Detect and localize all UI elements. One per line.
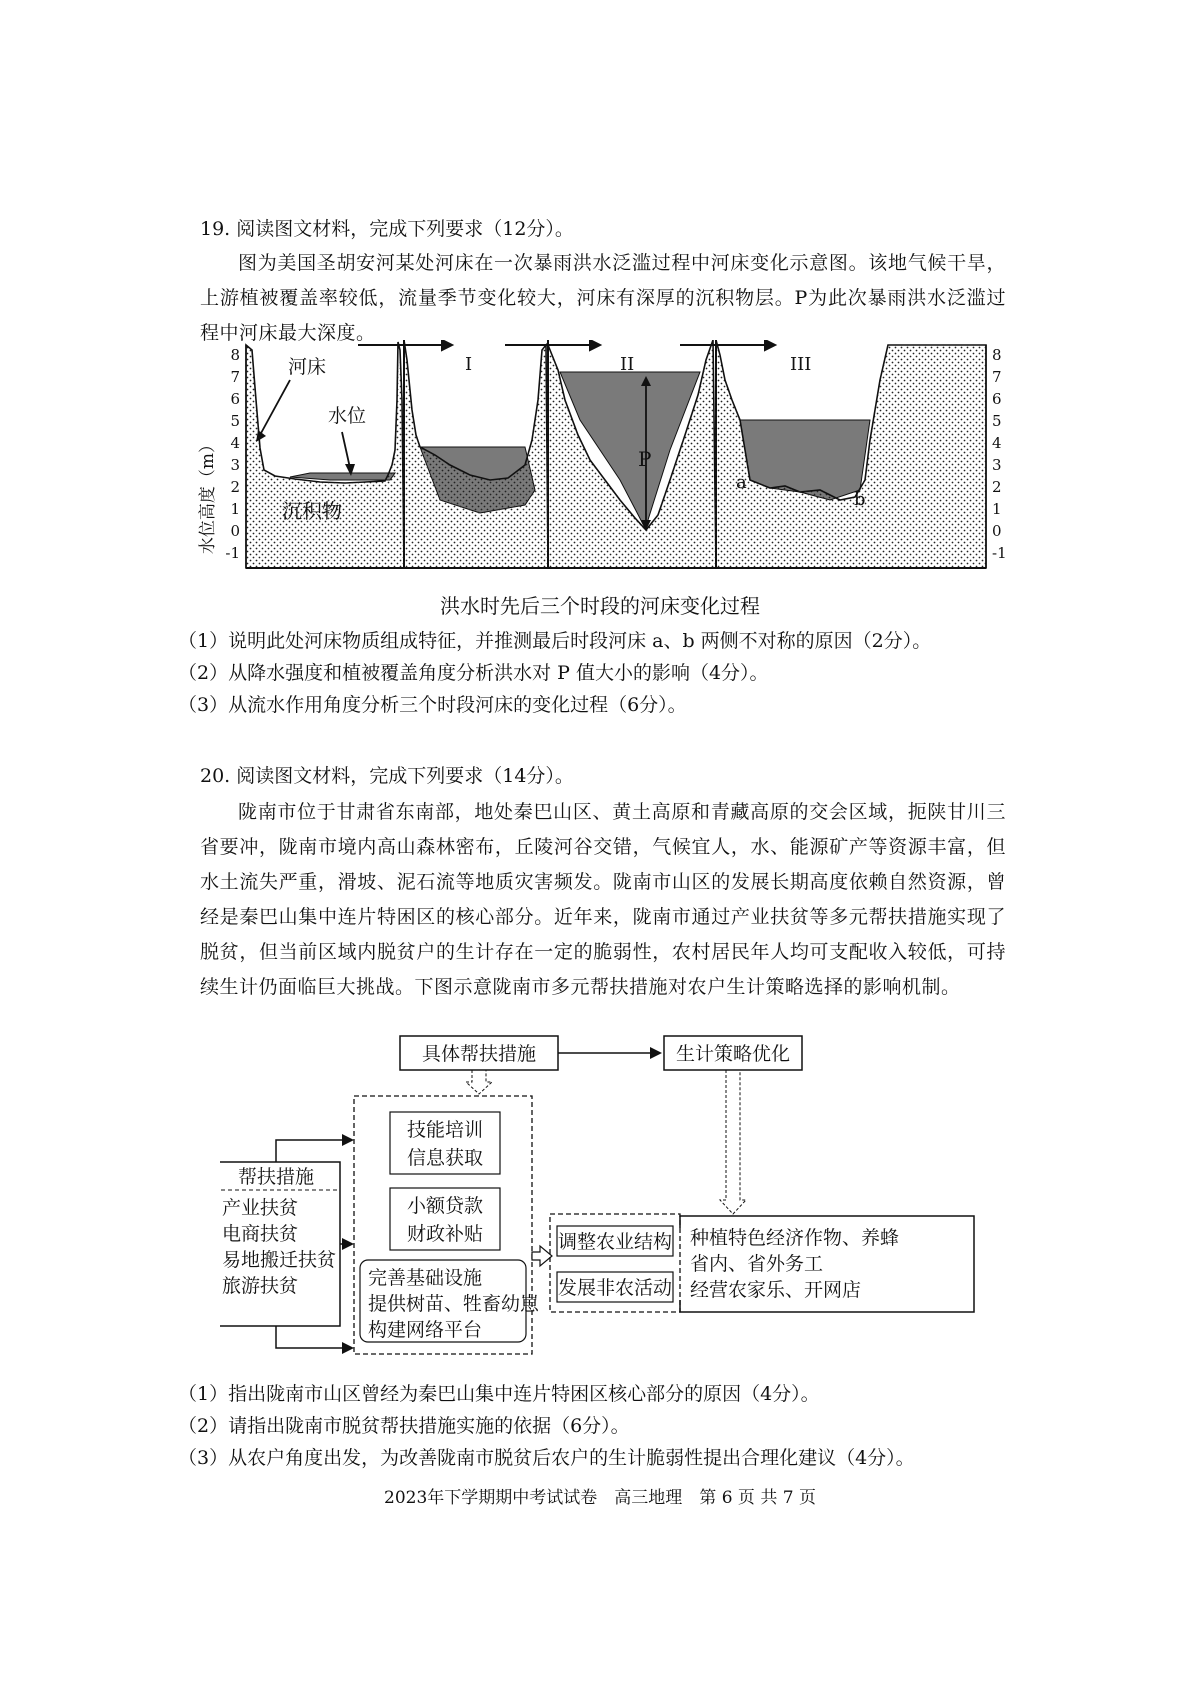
- measures-diagram: [220, 1030, 980, 1360]
- right-tick: -1: [992, 544, 1007, 562]
- label-waterlevel: 水位: [328, 405, 367, 427]
- left-tick: 5: [230, 412, 240, 430]
- q20-question-1: （1）指出陇南市山区曾经为秦巴山集中连片特困区核心部分的原因（4分）。: [178, 1383, 820, 1405]
- support-title: 帮扶措施: [237, 1166, 315, 1188]
- left-tick: 0: [230, 522, 240, 540]
- right-tick: 8: [992, 346, 1002, 364]
- outcome-item: 经营农家乐、开网店: [690, 1279, 862, 1301]
- group2-item: 小额贷款: [406, 1195, 484, 1217]
- box-nonag: 发展非农活动: [557, 1277, 673, 1299]
- q20-title: 20. 阅读图文材料，完成下列要求（14分）。: [200, 765, 574, 787]
- support-item: 电商扶贫: [222, 1223, 299, 1245]
- q19-title: 19. 阅读图文材料，完成下列要求（12分）。: [200, 218, 574, 240]
- left-tick: 2: [230, 478, 240, 496]
- left-tick: 7: [230, 368, 240, 386]
- left-tick: 4: [230, 434, 240, 452]
- q19-questions: [178, 625, 1018, 721]
- right-tick: 2: [992, 478, 1002, 496]
- right-tick: 4: [992, 434, 1002, 452]
- label-b: b: [854, 489, 866, 510]
- right-tick: 6: [992, 390, 1002, 408]
- q19-question-1: （1）说明此处河床物质组成特征，并推测最后时段河床 a、b 两侧不对称的原因（2分）。: [178, 630, 932, 652]
- label-p: P: [638, 447, 652, 471]
- label-riverbed: 河床: [288, 356, 327, 378]
- q19-question-3: （3）从流水作用角度分析三个时段河床的变化过程（6分）。: [178, 694, 687, 716]
- group2-item: 财政补贴: [406, 1223, 484, 1245]
- label-sediment: 沉积物: [282, 499, 342, 523]
- label-a: a: [736, 472, 747, 493]
- left-tick: 1: [230, 500, 240, 518]
- group3-item: 完善基础设施: [368, 1267, 483, 1289]
- q19-material: 图为美国圣胡安河某处河床在一次暴雨洪水泛滥过程中河床变化示意图。该地气候干旱，上游植被覆盖率较低，流量季节变化较大，河床有深厚的沉积物层。P为此次暴雨洪水泛滥过程中河床最大深度。: [200, 252, 1006, 344]
- left-tick: 6: [230, 390, 240, 408]
- outcome-item: 种植特色经济作物、养蜂: [690, 1227, 900, 1249]
- stage-label-2: II: [620, 354, 635, 375]
- right-tick: 3: [992, 456, 1002, 474]
- water-panel-1: [290, 473, 395, 480]
- box-adjust-ag: 调整农业结构: [557, 1231, 673, 1253]
- group1-item: 技能培训: [406, 1119, 484, 1141]
- q19-question-2: （2）从降水强度和植被覆盖角度分析洪水对 P 值大小的影响（4分）。: [178, 662, 769, 684]
- left-tick: 3: [230, 456, 240, 474]
- support-item: 产业扶贫: [222, 1197, 299, 1219]
- page-footer: 2023年下学期期中考试试卷 高三地理 第 6 页 共 7 页: [384, 1488, 816, 1508]
- outcome-item: 省内、省外务工: [690, 1253, 824, 1275]
- box-specific-measures: 具体帮扶措施: [421, 1043, 537, 1065]
- stage-label-3: III: [790, 354, 812, 375]
- left-tick: -1: [225, 544, 240, 562]
- right-tick: 1: [992, 500, 1002, 518]
- q20-questions: [178, 1378, 1038, 1474]
- riverbed-figure: [180, 340, 1020, 585]
- group3-item: 构建网络平台: [368, 1319, 483, 1341]
- q20-question-3: （3）从农户角度出发，为改善陇南市脱贫后农户的生计脆弱性提出合理化建议（4分）。: [178, 1447, 915, 1469]
- right-tick: 5: [992, 412, 1002, 430]
- box-strategy-opt: 生计策略优化: [675, 1043, 791, 1065]
- figure-ylabel: 水位高度（m）: [198, 435, 218, 555]
- right-tick: 7: [992, 368, 1002, 386]
- stage-label-1: I: [465, 354, 473, 375]
- q20-question-2: （2）请指出陇南市脱贫帮扶措施实施的依据（6分）。: [178, 1415, 630, 1437]
- right-tick: 0: [992, 522, 1002, 540]
- support-item: 旅游扶贫: [222, 1275, 299, 1297]
- q20-material: 陇南市位于甘肃省东南部，地处秦巴山区、黄土高原和青藏高原的交会区域，扼陕甘川三省要冲，陇南市境内高山森林密布，丘陵河谷交错，气候宜人，水、能源矿产等资源丰富，但水土流失严重，滑坡、泥石流等地质灾害频发。陇南市山区的发展长期高度依赖自然资源，曾经是秦巴山集中连片特困区的核心部分。近年来，陇南市通过产业扶贫等多元帮扶措施实现了脱贫，但当前区域内脱贫户的生计存在一定的脆弱性，农村居民年人均可支配收入较低，可持续生计仍面临巨大挑战。下图示意陇南市多元帮扶措施对农户生计策略选择的影响机制。: [200, 801, 1006, 998]
- support-item: 易地搬迁扶贫: [222, 1249, 337, 1271]
- figure-caption: 洪水时先后三个时段的河床变化过程: [440, 594, 760, 618]
- left-tick: 8: [230, 346, 240, 364]
- group1-item: 信息获取: [406, 1147, 484, 1169]
- group3-item: 提供树苗、牲畜幼崽: [368, 1293, 540, 1315]
